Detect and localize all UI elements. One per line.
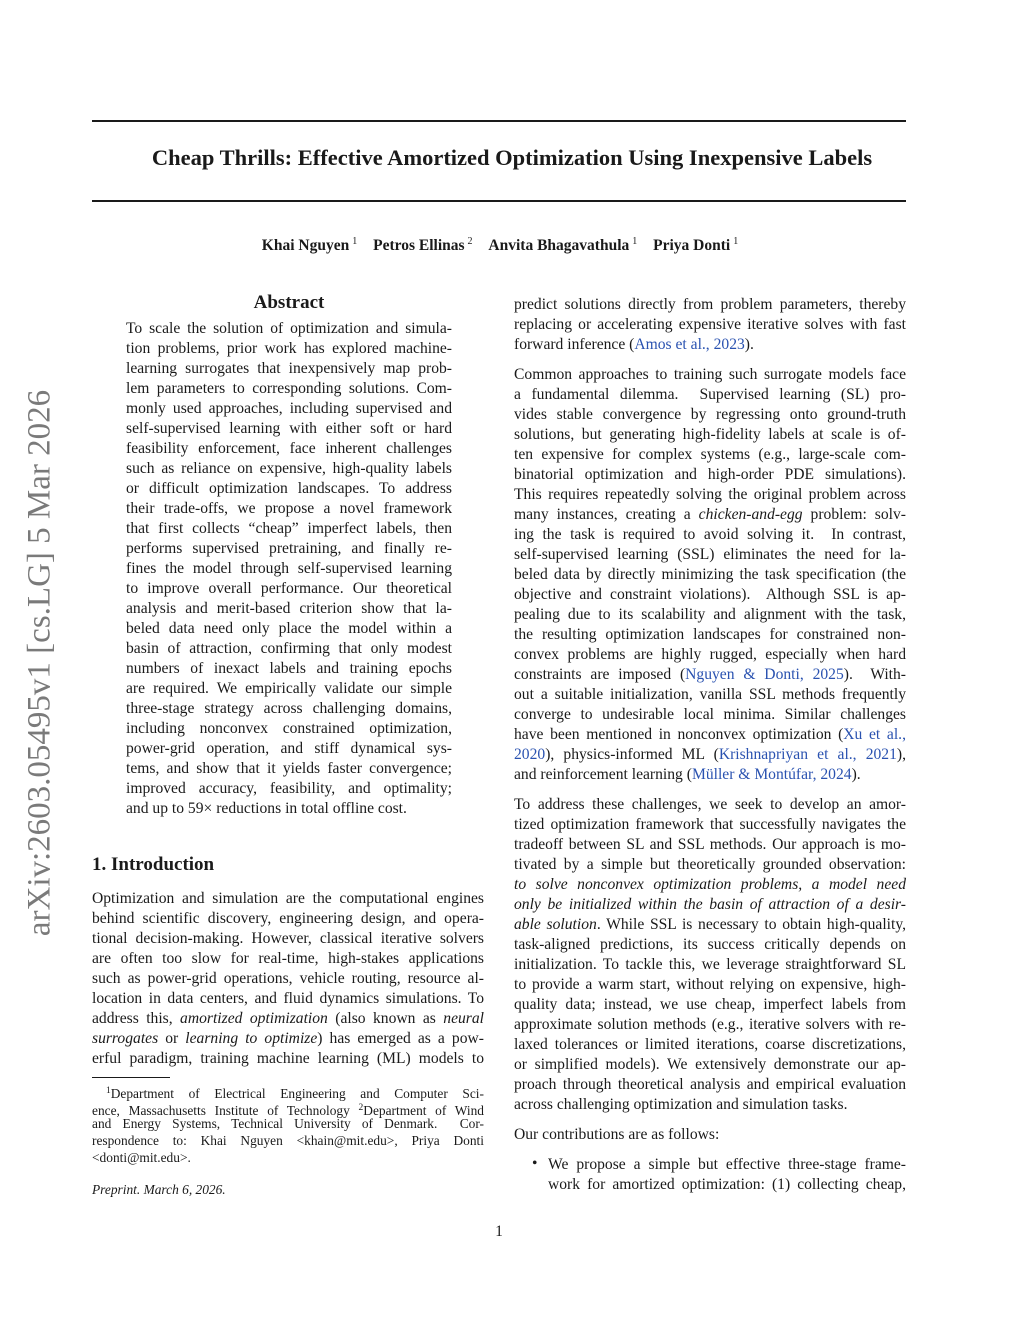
text-line	[514, 1055, 906, 1075]
text-line	[514, 1015, 906, 1035]
text-run: tional decision-making. However, classical iterative solvers	[92, 930, 484, 947]
text-line	[126, 459, 452, 479]
text-run: behind scientific discovery, engineering design, and opera-	[92, 910, 484, 927]
text-run: Optimization and simulation are the computational engines	[92, 890, 484, 907]
text-line	[92, 1009, 484, 1029]
emphasis-text: amortized optimization	[180, 1010, 328, 1027]
text-run: replacing or accelerating expensive iterative solves with fast	[514, 316, 906, 333]
text-line	[126, 579, 452, 599]
text-run: ence, Massachusetts Institute of Technology	[92, 1102, 359, 1118]
text-run: out a suitable initialization, vanilla SSL methods frequently	[514, 686, 906, 703]
text-line	[514, 815, 906, 835]
text-run: tradeoff between SL and SSL methods. Our approach is mo-	[514, 836, 906, 853]
text-line	[126, 799, 452, 819]
text-line	[126, 559, 452, 579]
author-name: Petros Ellinas	[373, 237, 465, 255]
text-run: a fundamental dilemma. Supervised learning (SL) pro-	[514, 386, 906, 403]
text-line	[514, 875, 906, 895]
text-line	[126, 759, 452, 779]
text-run: monly used approaches, including supervised and	[126, 400, 452, 417]
preprint-note: Preprint. March 6, 2026.	[92, 1182, 226, 1197]
title-bottom-rule	[92, 200, 906, 202]
citation-link[interactable]: Xu et al.,	[843, 726, 906, 743]
text-run: binatorial optimization and high-order PDE simulations).	[514, 466, 906, 483]
abstract-paragraph	[126, 319, 452, 819]
text-run: including nonconvex constrained optimization,	[126, 720, 452, 737]
bullet-marker: •	[532, 1155, 538, 1172]
paper-title: Cheap Thrills: Effective Amortized Optimization Using Inexpensive Labels	[151, 145, 873, 170]
footnote-text	[92, 1083, 484, 1166]
text-run: convex problems are highly rugged, especially when hard	[514, 646, 906, 663]
text-run: Common approaches to training such surrogate models face	[514, 366, 906, 383]
author	[262, 237, 357, 254]
text-run: objective and constraint violations). Although SSL is ap-	[514, 586, 906, 603]
text-line	[92, 949, 484, 969]
text-line	[126, 779, 452, 799]
text-run: are required. We empirically validate our simple	[126, 680, 452, 697]
text-line	[126, 699, 452, 719]
title-top-rule	[92, 120, 906, 122]
text-run: to improve overall performance. Our theoretical	[126, 580, 452, 597]
citation-link[interactable]: 2020	[514, 746, 546, 763]
text-line	[514, 445, 906, 465]
text-line	[126, 519, 452, 539]
text-line	[126, 379, 452, 399]
text-run: learning surrogates that inexpensively map prob-	[126, 360, 452, 377]
text-run: To address these challenges, we seek to develop an amor-	[514, 796, 906, 813]
text-run: initialization. To tackle this, we leverage straightforward SL	[514, 956, 906, 973]
text-line	[514, 855, 906, 875]
text-run: across challenging optimization and simulation tasks.	[514, 1096, 848, 1113]
footnote-rule	[92, 1077, 170, 1078]
citation-link[interactable]: Krishnapriyan et al., 2021	[718, 746, 897, 763]
citation-link[interactable]: Amos et al., 2023	[634, 336, 745, 353]
footnote	[92, 1083, 484, 1166]
paragraph	[514, 365, 906, 785]
text-line	[514, 525, 906, 545]
text-run: improved accuracy, feasibility, and optimality;	[126, 780, 452, 797]
arxiv-identifier-stamp: arXiv:2603.05495v1 [cs.LG] 5 Mar 2026	[21, 389, 58, 937]
citation-link[interactable]: Müller & Montúfar, 2024	[691, 766, 852, 783]
text-line	[514, 405, 906, 425]
text-line	[126, 539, 452, 559]
text-run: numbers of inexact labels and training epochs	[126, 660, 452, 677]
text-run: tized optimization framework that successfully navigates the	[514, 816, 906, 833]
text-run: many instances, creating a	[514, 506, 699, 523]
text-run: predict solutions directly from problem parameters, thereby	[514, 296, 906, 313]
text-run: tion problems, prior work has explored machine-	[126, 340, 452, 357]
footnote-marker: 1	[106, 1086, 111, 1096]
emphasis-text: neural	[443, 1010, 484, 1027]
text-run: three-stage strategy across challenging domains,	[126, 700, 452, 717]
text-run: ing the task is required to avoid solving it. In contrast,	[514, 526, 906, 543]
text-run: or simplified models). We extensively demonstrate our ap-	[514, 1056, 906, 1073]
text-run: Department of Wind	[363, 1102, 485, 1118]
page-number: 1	[495, 1223, 503, 1240]
text-line	[92, 929, 484, 949]
text-line	[514, 765, 906, 785]
text-run: ten expensive for complex systems (e.g., large-scale com-	[514, 446, 906, 463]
author	[653, 237, 738, 254]
text-run: approximate solution methods (e.g., iterative solvers with re-	[514, 1016, 906, 1033]
text-line	[126, 419, 452, 439]
text-run: ), physics-informed ML (	[545, 746, 719, 763]
text-run: address this,	[92, 1010, 181, 1027]
text-run: problem: solv-	[802, 506, 906, 523]
text-run: have been mentioned in nonconvex optimization (	[514, 726, 844, 743]
text-run: that first collects “cheap” imperfect labels, then	[126, 520, 452, 537]
text-run: or	[158, 1030, 186, 1047]
text-run: constraints are imposed (	[514, 666, 686, 683]
text-line	[514, 665, 906, 685]
text-line	[92, 989, 484, 1009]
text-run: feasibility enforcement, face inherent challenges	[126, 440, 452, 457]
text-line	[514, 625, 906, 645]
text-line	[514, 335, 906, 355]
text-line	[126, 619, 452, 639]
text-line	[126, 399, 452, 419]
text-line	[126, 739, 452, 759]
text-line	[548, 1155, 906, 1175]
text-run: beled data need only place the model within a	[126, 620, 452, 637]
text-line	[126, 499, 452, 519]
text-line	[92, 909, 484, 929]
text-line	[514, 705, 906, 725]
text-run: and up to 59× reductions in total offline cost.	[126, 800, 407, 817]
text-run: erful paradigm, training machine learning (ML) models to	[92, 1050, 484, 1067]
emphasis-text: surrogates	[92, 1030, 159, 1047]
text-line	[514, 1125, 906, 1145]
text-run: Our contributions are as follows:	[514, 1126, 720, 1143]
text-line	[514, 835, 906, 855]
text-run: ).	[851, 766, 861, 783]
text-run: (also known as	[327, 1010, 444, 1027]
text-line	[92, 1083, 484, 1100]
text-line	[514, 315, 906, 335]
author	[488, 237, 637, 254]
paragraph	[514, 1125, 906, 1145]
text-run: performs supervised pretraining, and finally re-	[126, 540, 452, 557]
text-run: tivated by a simple but theoretically grounded observation:	[514, 856, 906, 873]
text-line	[514, 1095, 906, 1115]
text-run: ). With-	[843, 666, 906, 683]
author-name: Khai Nguyen	[261, 237, 350, 255]
text-line	[126, 679, 452, 699]
text-run: tems, and show that it yields faster convergence;	[126, 760, 452, 777]
text-line	[126, 599, 452, 619]
text-line	[514, 505, 906, 525]
text-run: solutions, but generating high-fidelity labels at scale is of-	[514, 426, 906, 443]
text-run: self-supervised learning (SSL) eliminates the need for la-	[514, 546, 906, 563]
text-run: ) has emerged as a pow-	[317, 1030, 484, 1047]
text-run: to provide a warm start, without relying on expensive, high-	[514, 976, 906, 993]
introduction-heading: 1. Introduction	[92, 854, 215, 875]
text-line	[514, 295, 906, 315]
text-line	[92, 1100, 484, 1117]
text-line	[514, 485, 906, 505]
paragraph	[514, 295, 906, 355]
text-run: This requires repeatedly solving the original problem across	[514, 486, 906, 503]
text-run: such as power-grid operations, vehicle routing, resource al-	[92, 970, 484, 987]
text-line	[514, 385, 906, 405]
text-run: or difficult optimization landscapes. To address	[126, 480, 452, 497]
text-line	[514, 915, 906, 935]
text-run: task-aligned predictions, its success critically depends on	[514, 936, 906, 953]
text-line	[514, 425, 906, 445]
text-run: basin of attraction, confirming that only modest	[126, 640, 452, 657]
affiliation-marker: 1	[352, 236, 358, 247]
text-line	[92, 889, 484, 909]
text-line	[514, 645, 906, 665]
text-line	[514, 545, 906, 565]
text-run: work for amortized optimization: (1) collecting cheap,	[548, 1176, 906, 1193]
affiliation-marker: 1	[733, 236, 739, 247]
author	[373, 237, 472, 254]
text-line	[514, 585, 906, 605]
emphasis-text: able solution	[514, 916, 597, 933]
emphasis-text: to solve nonconvex optimization problems, a model need	[514, 876, 906, 893]
text-line	[514, 895, 906, 915]
text-line	[126, 439, 452, 459]
text-run: self-supervised learning with either soft or hard	[126, 420, 452, 437]
text-run: such as reliance on expensive, high-quality labels	[126, 460, 452, 477]
paragraph	[514, 795, 906, 1115]
emphasis-text: chicken-and-egg	[698, 506, 803, 523]
text-line	[514, 465, 906, 485]
text-line	[514, 565, 906, 585]
text-line	[514, 365, 906, 385]
text-run: vides stable convergence by regressing onto ground-truth	[514, 406, 906, 423]
text-line	[92, 1049, 484, 1069]
text-run: and reinforcement learning (	[514, 766, 692, 783]
text-run: . While SSL is necessary to obtain high-quality,	[596, 916, 906, 933]
text-line	[126, 479, 452, 499]
text-run: and Energy Systems, Technical University of Denmark. Cor-	[92, 1116, 484, 1132]
text-line	[126, 659, 452, 679]
text-run: quality data; instead, we use cheap, imperfect labels from	[514, 996, 906, 1013]
text-run: are often too slow for real-time, high-stakes applications	[92, 950, 484, 967]
text-line	[514, 935, 906, 955]
text-run: the resulting optimization landscapes for constrained non-	[514, 626, 906, 643]
text-run: laxed tolerances or limited iterations, coarse discretizations,	[514, 1036, 906, 1053]
text-line	[92, 1116, 484, 1133]
author-name: Anvita Bhagavathula	[488, 237, 630, 255]
text-line	[126, 639, 452, 659]
text-run: analysis and merit-based criterion show that la-	[126, 600, 452, 617]
text-line	[514, 795, 906, 815]
text-run: ),	[896, 746, 906, 763]
text-run: beled data by directly minimizing the task specification (the	[514, 566, 906, 583]
text-run: ).	[744, 336, 754, 353]
text-line	[92, 1150, 484, 1167]
text-line	[514, 995, 906, 1015]
footnote-marker: 2	[358, 1102, 364, 1113]
text-line	[126, 339, 452, 359]
abstract-heading: Abstract	[253, 292, 325, 313]
text-run: converge to undesirable local minima. Similar challenges	[514, 706, 906, 723]
text-run: power-grid operation, and stiff dynamical sys-	[126, 740, 452, 757]
text-line	[126, 719, 452, 739]
text-line	[92, 969, 484, 989]
text-line	[548, 1175, 906, 1195]
text-run: lem parameters to corresponding solutions. Com-	[126, 380, 452, 397]
text-run: To scale the solution of optimization and simula-	[126, 320, 452, 337]
text-run: location in data centers, and fluid dynamics simulations. To	[92, 990, 484, 1007]
text-run: Department of Electrical Engineering and Computer Sci-	[110, 1086, 484, 1101]
intro-paragraph	[92, 889, 484, 1069]
text-run: proach through theoretical analysis and empirical evaluation	[514, 1076, 906, 1093]
text-run: fines the model through self-supervised learning	[126, 560, 452, 577]
text-line	[92, 1133, 484, 1150]
text-line	[514, 955, 906, 975]
text-line	[514, 605, 906, 625]
citation-link[interactable]: Nguyen & Donti, 2025	[685, 666, 844, 683]
text-line	[514, 745, 906, 765]
text-line	[514, 975, 906, 995]
text-line	[126, 319, 452, 339]
author-list	[0, 236, 1000, 255]
text-line	[514, 1075, 906, 1095]
emphasis-text: only be initialized within the basin of attraction of a desir-	[514, 896, 906, 913]
text-run: We propose a simple but effective three-stage frame-	[548, 1156, 906, 1173]
text-line	[514, 1035, 906, 1055]
text-run: their trade-offs, we propose a novel framework	[126, 500, 452, 517]
text-run: pealing due to its scalability and alignment with the task,	[514, 606, 906, 623]
affiliation-marker: 1	[632, 236, 638, 247]
text-run: <donti@mit.edu>.	[92, 1149, 191, 1165]
bullet-text	[548, 1155, 906, 1195]
affiliation-marker: 2	[467, 236, 473, 247]
text-line	[92, 1029, 484, 1049]
text-line	[514, 725, 906, 745]
text-line	[514, 685, 906, 705]
emphasis-text: learning to optimize	[185, 1030, 318, 1047]
author-name: Priya Donti	[653, 237, 731, 255]
text-line	[126, 359, 452, 379]
contribution-bullet	[514, 1155, 906, 1195]
text-run: forward inference (	[514, 336, 635, 353]
text-run: respondence to: Khai Nguyen <khain@mit.edu>, Priya Donti	[92, 1133, 484, 1149]
